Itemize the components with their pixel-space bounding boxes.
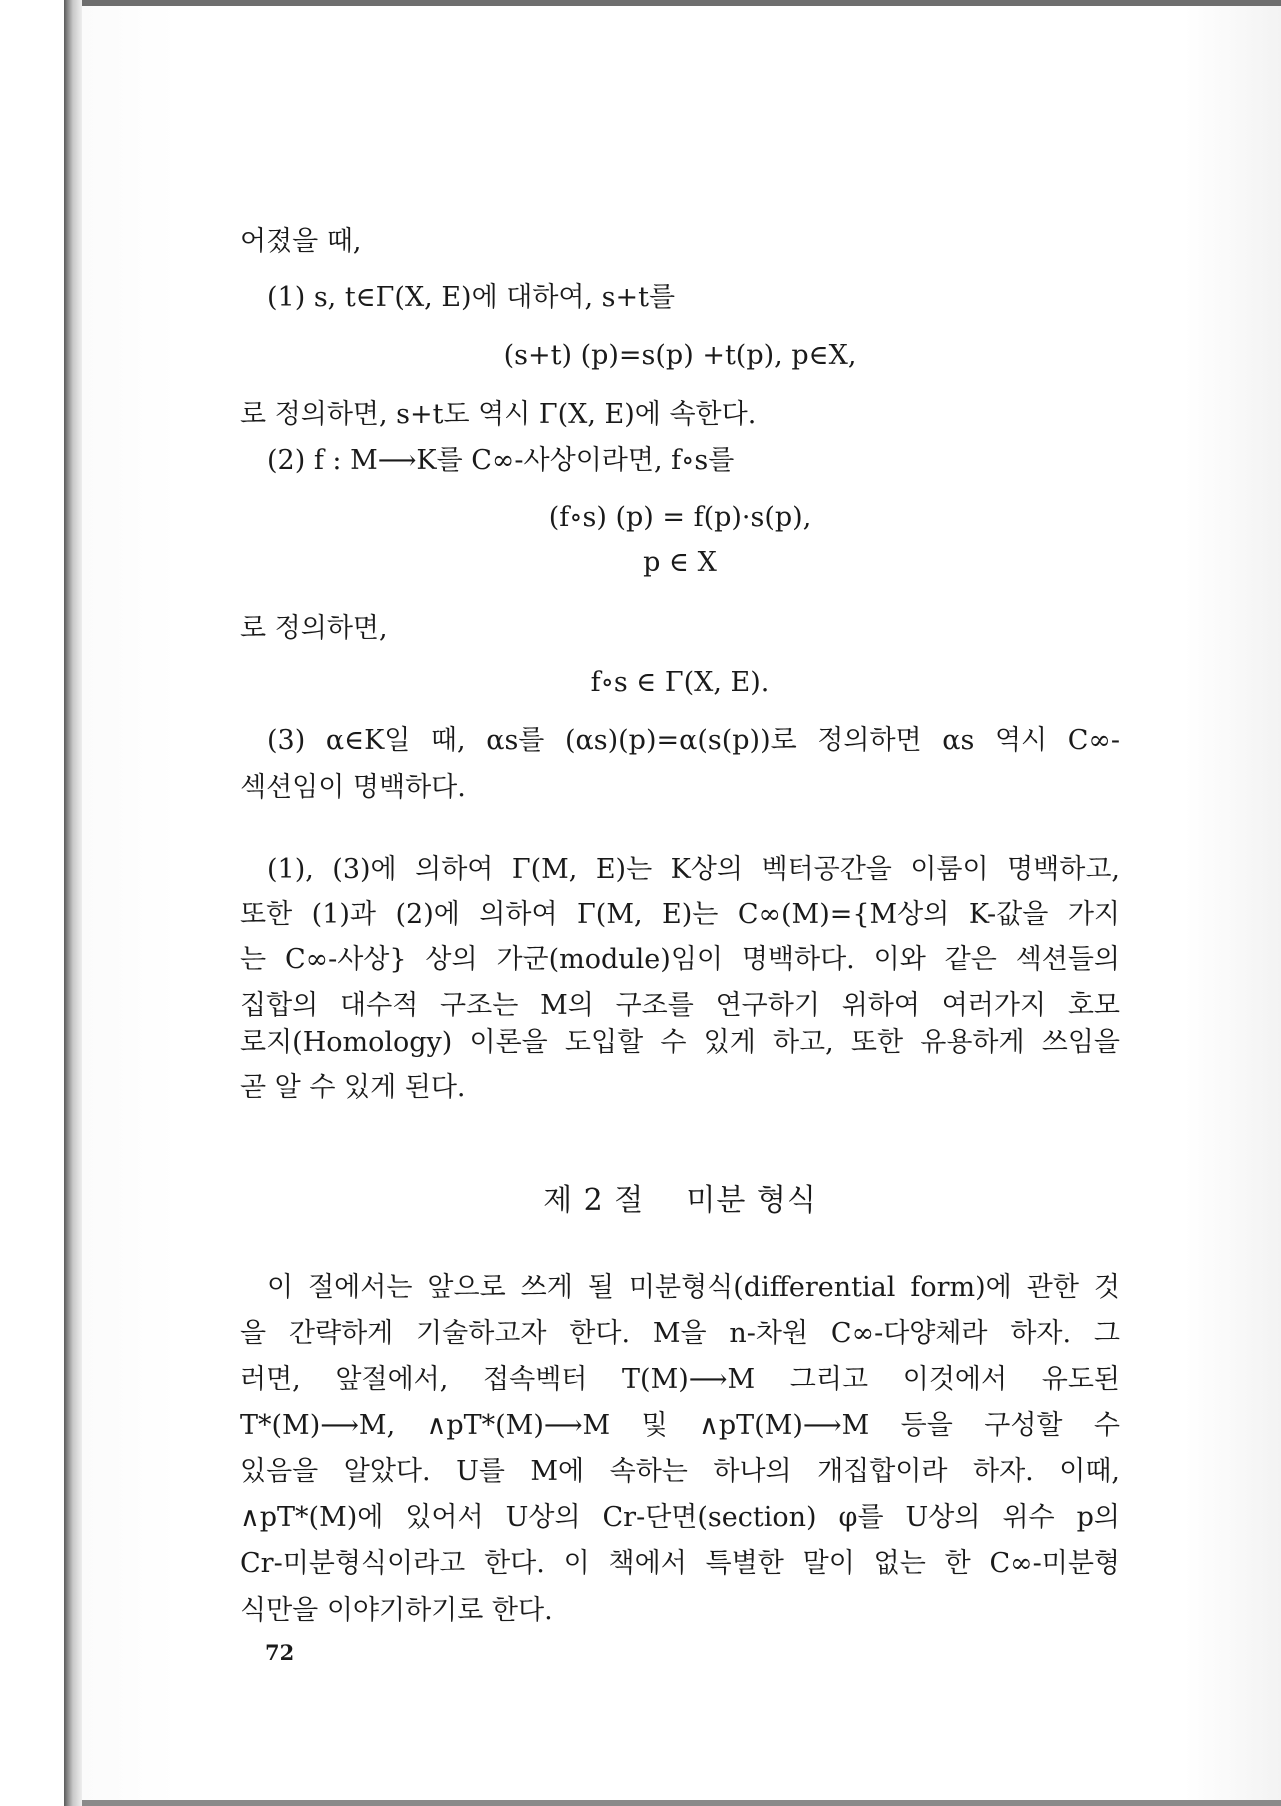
text-line: ∧pT*(M)에 있어서 U상의 Cr-단면(section) φ를 U상의 위수 p의 (240, 1502, 1120, 1533)
book-spine-shadow (64, 0, 82, 1806)
text-line: 곧 알 수 있게 된다. (240, 1072, 466, 1103)
text-line: 이 절에서는 앞으로 쓰게 될 미분형식(differential form)에 관한 것 (267, 1272, 1120, 1303)
text-line: 러면, 앞절에서, 접속벡터 T(M)⟶M 그리고 이것에서 유도된 (240, 1364, 1120, 1395)
text-line: (3) α∈K일 때, αs를 (αs)(p)=α(s(p))로 정의하면 αs 역시 C∞- (267, 725, 1120, 756)
text-line: T*(M)⟶M, ∧pT*(M)⟶M 및 ∧pT(M)⟶M 등을 구성할 수 (240, 1410, 1120, 1441)
page-number: 72 (265, 1640, 295, 1665)
text-line: 또한 (1)과 (2)에 의하여 Γ(M, E)는 C∞(M)={M상의 K-값을 가지 (240, 899, 1120, 930)
text-line: 로 정의하면, (240, 613, 388, 644)
text-line: 을 간략하게 기술하고자 한다. M을 n-차원 C∞-다양체라 하자. 그 (240, 1318, 1120, 1349)
equation-line: f∘s ∈ Γ(X, E). (590, 667, 770, 698)
text-line: (1) s, t∈Γ(X, E)에 대하여, s+t를 (267, 282, 676, 313)
text-line: 식만을 이야기하기로 한다. (240, 1595, 553, 1626)
text-line: (1), (3)에 의하여 Γ(M, E)는 K상의 벡터공간을 이룸이 명백하고, (267, 854, 1120, 885)
equation-line: (s+t) (p)=s(p) +t(p), p∈X, (503, 340, 857, 371)
equation-line: p ∈ X (643, 547, 717, 578)
text-line: 어졌을 때, (240, 226, 362, 257)
text-line: 있음을 알았다. U를 M에 속하는 하나의 개집합이라 하자. 이때, (240, 1456, 1120, 1487)
text-line: 로지(Homology) 이론을 도입할 수 있게 하고, 또한 유용하게 쓰임을 (240, 1027, 1120, 1058)
text-line: 로 정의하면, s+t도 역시 Γ(X, E)에 속한다. (240, 399, 757, 430)
text-line: Cr-미분형식이라고 한다. 이 책에서 특별한 말이 없는 한 C∞-미분형 (240, 1548, 1120, 1579)
text-line: (2) f : M⟶K를 C∞-사상이라면, f∘s를 (267, 445, 735, 476)
text-line: 는 C∞-사상} 상의 가군(module)임이 명백하다. 이와 같은 섹션들의 (240, 944, 1120, 975)
text-line: 섹션임이 명백하다. (240, 772, 466, 803)
text-line: 집합의 대수적 구조는 M의 구조를 연구하기 위하여 여러가지 호모 (240, 990, 1120, 1021)
equation-line: (f∘s) (p) = f(p)·s(p), (548, 502, 812, 533)
section-heading: 제 2 절 미분 형식 (543, 1183, 817, 1218)
scan-frame-bottom (82, 1800, 1281, 1806)
